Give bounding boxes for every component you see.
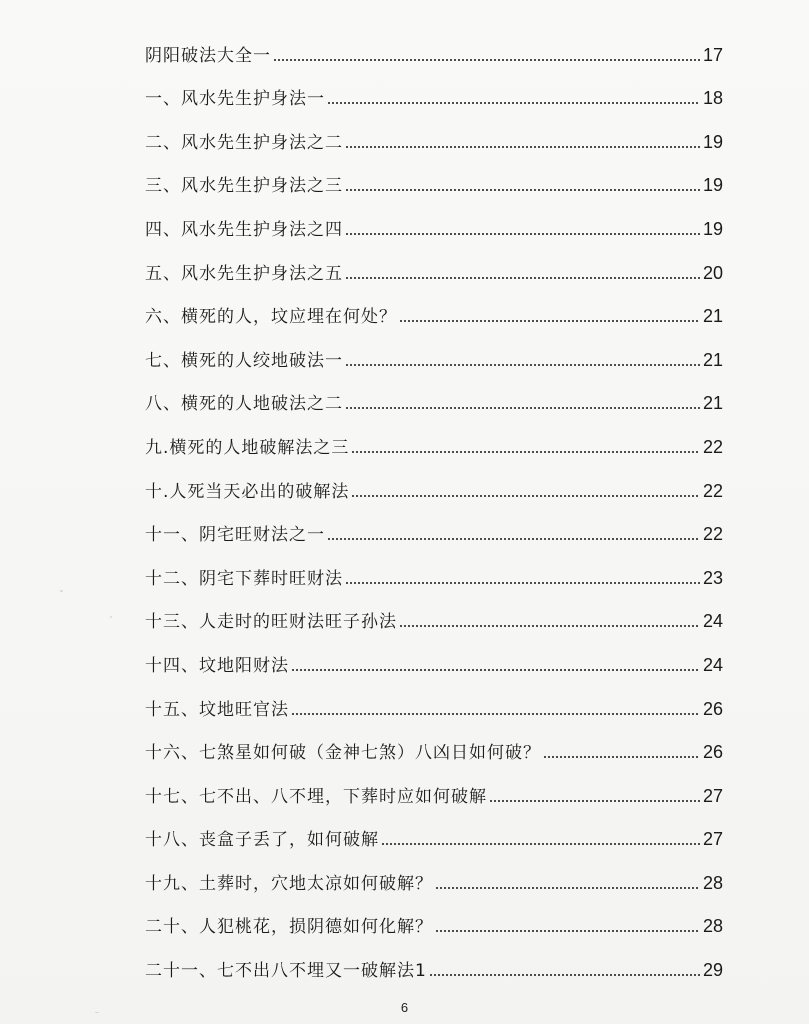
toc-entry-title: 八、横死的人地破法之二 [145,394,343,415]
toc-entry [145,809,723,853]
toc-entry-page: 22 [702,436,723,457]
toc-entry-page: 26 [702,742,723,763]
toc-entry-page: 27 [702,829,723,850]
toc-dot-leader [345,146,700,148]
scan-speck [60,590,63,592]
toc-entry-page: 19 [702,218,723,239]
toc-entry [145,24,723,68]
toc-entry [145,634,723,678]
toc-entry-title: 十四、坟地阳财法 [145,655,289,676]
toc-entry [145,329,723,373]
toc-dot-leader [345,233,700,235]
toc-entry-page: 23 [702,567,723,588]
toc-entry-title: 三、风水先生护身法之三 [145,176,343,197]
toc-entry-title: 十六、七煞星如何破（金神七煞）八凶日如何破？ [145,743,541,764]
toc-dot-leader [291,713,700,715]
toc-entry [145,547,723,591]
toc-entry [145,460,723,504]
toc-entry-page: 22 [702,524,723,545]
toc-entry-title: 十.人死当天必出的破解法 [145,481,350,502]
toc-entry-page: 17 [702,44,723,65]
toc-entry [145,678,723,722]
toc-dot-leader [489,800,700,802]
toc-entry [145,68,723,112]
toc-dot-leader [399,320,700,322]
toc-entry [145,504,723,548]
toc-entry-title: 四、风水先生护身法之四 [145,219,343,240]
toc-dot-leader [345,364,700,366]
toc-dot-leader [345,277,700,279]
toc-dot-leader [345,189,700,191]
toc-entry-page: 28 [702,872,723,893]
toc-entry-page: 26 [702,698,723,719]
toc-entry [145,286,723,330]
toc-entry-page: 18 [702,88,723,109]
toc-dot-leader [291,669,700,671]
toc-entry-title: 五、风水先生护身法之五 [145,263,343,284]
toc-entry [145,242,723,286]
toc-entry [145,155,723,199]
toc-entry-page: 21 [702,349,723,370]
toc-entry [145,722,723,766]
toc-dot-leader [351,495,700,497]
toc-entry-title: 一、风水先生护身法一 [145,89,325,110]
toc-entry [145,896,723,940]
toc-dot-leader [435,930,700,932]
toc-entry-page: 20 [702,262,723,283]
toc-entry-title: 二、风水先生护身法之二 [145,132,343,153]
toc-entry-page: 24 [702,654,723,675]
toc-entry-title: 六、横死的人，坟应埋在何处？ [145,307,397,328]
toc-entry [145,939,723,983]
toc-entry-page: 24 [702,611,723,632]
toc-entry-title: 十三、人走时的旺财法旺子孙法 [145,612,397,633]
toc-dot-leader [543,756,700,758]
toc-entry-title: 七、横死的人绞地破法一 [145,350,343,371]
toc-entry [145,416,723,460]
toc-entry-page: 21 [702,393,723,414]
toc-entry-page: 27 [702,785,723,806]
toc-entry-title: 十五、坟地旺官法 [145,699,289,720]
toc-entry-title: 二十、人犯桃花，损阴德如何化解？ [145,917,433,938]
toc-dot-leader [381,843,700,845]
toc-entry-title: 阴阳破法大全一 [145,45,271,66]
toc-entry [145,591,723,635]
toc-dot-leader [327,538,700,540]
toc-entry-title: 二十一、七不出八不埋又一破解法1 [145,961,427,982]
toc-entry [145,373,723,417]
toc-entry-title: 十九、土葬时，穴地太凉如何破解？ [145,873,433,894]
toc-entry [145,198,723,242]
toc-entry-page: 19 [702,175,723,196]
toc-entry [145,852,723,896]
toc-entry-page: 21 [702,306,723,327]
toc-dot-leader [345,407,700,409]
toc-entry [145,765,723,809]
scan-speck [95,1012,99,1013]
toc-dot-leader [327,102,700,104]
toc-entry-title: 九.横死的人地破解法之三 [145,437,350,458]
toc-entry-title: 十一、阴宅旺财法之一 [145,525,325,546]
toc-entry-page: 28 [702,916,723,937]
toc-entry [145,111,723,155]
toc-entry-page: 19 [702,131,723,152]
page-number: 6 [400,1000,409,1015]
toc-dot-leader [345,582,700,584]
toc-entry-title: 十七、七不出、八不埋，下葬时应如何破解 [145,786,487,807]
toc-entry-title: 十八、丧盒子丢了，如何破解 [145,830,379,851]
table-of-contents [145,24,723,983]
toc-entry-page: 29 [702,960,723,981]
toc-dot-leader [435,887,700,889]
toc-entry-title: 十二、阴宅下葬时旺财法 [145,568,343,589]
toc-dot-leader [399,625,700,627]
toc-dot-leader [273,59,700,61]
toc-dot-leader [351,451,700,453]
toc-dot-leader [429,974,700,976]
toc-entry-page: 22 [702,480,723,501]
scan-speck [110,616,112,618]
